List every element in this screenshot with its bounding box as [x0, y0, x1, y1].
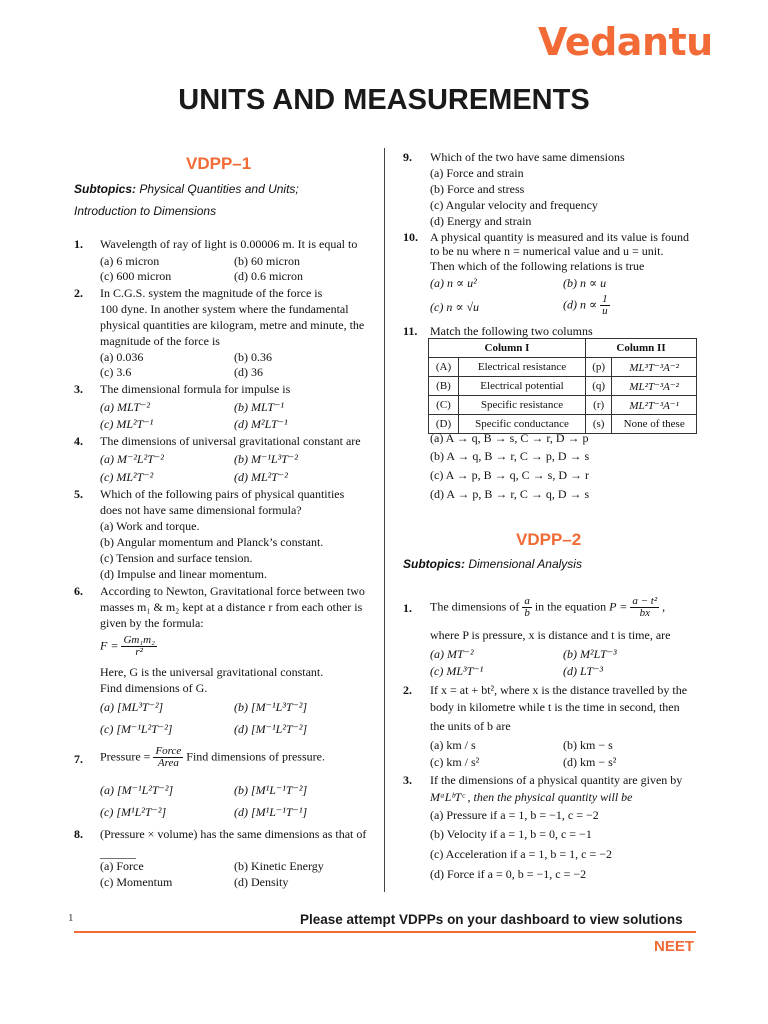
option-d: (d) Force if a = 0, b = −1, c = −2 — [430, 867, 587, 881]
pressure-suffix: Find dimensions of pressure. — [186, 749, 325, 764]
row-value: Specific resistance — [459, 396, 586, 415]
option-a: (a) Force and strain — [430, 166, 524, 180]
subtopic-label: Subtopics: — [74, 182, 136, 196]
option-c: (c) A → p, B → q, C → s, D → r — [430, 468, 589, 482]
option-c: (c) ML³T⁻¹ — [430, 664, 484, 678]
vdpp1-subtopics — [74, 178, 374, 222]
option-b: (b) Force and stress — [430, 182, 525, 196]
column-2-header: Column II — [586, 339, 697, 358]
row-value: Electrical potential — [459, 377, 586, 396]
question-text: does not have same dimensional formula? — [100, 503, 302, 517]
question-text: MᵃLᵇTᶜ , then the physical quantity will be — [430, 790, 633, 804]
option-c: (c) Momentum — [100, 875, 173, 889]
r1-prefix: The dimensions of — [430, 599, 520, 614]
option-d: (d) Density — [234, 875, 289, 889]
row-value-2: ML³T⁻³A⁻² — [612, 358, 697, 377]
option-a: (a) Pressure if a = 1, b = −1, c = −2 — [430, 808, 599, 822]
question-text: The dimensions of universal gravitational constant are — [100, 434, 361, 448]
question-text: If the dimensions of a physical quantity are given by — [430, 773, 683, 787]
fraction-numerator: a — [524, 595, 530, 607]
question-text: Wavelength of ray of light is 0.00006 m. It is equal to — [100, 237, 358, 251]
question-text: magnitude of the force is — [100, 334, 220, 348]
question-text: Which of the two have same dimensions — [430, 150, 625, 164]
question-text: If x = at + bt², where x is the distance travelled by the — [430, 683, 688, 697]
question-number: 8. — [74, 827, 83, 841]
question-number: 3. — [74, 382, 83, 396]
question-text: given by the formula: — [100, 616, 204, 630]
equation-tail: , — [662, 599, 666, 614]
option-a: (a) Force — [100, 859, 144, 873]
fraction-denominator: u — [602, 305, 608, 317]
match-table-header — [429, 339, 697, 358]
option-d: (d) M²LT⁻¹ — [234, 417, 288, 431]
row-value: Electrical resistance — [459, 358, 586, 377]
question-text — [430, 596, 665, 619]
option-d: (d) 36 — [234, 365, 263, 379]
option-d: (d) A → p, B → r, C → q, D → s — [430, 487, 590, 501]
footer-divider — [74, 931, 696, 933]
option-b: (b) 0.36 — [234, 350, 272, 364]
question-text: Then which of the following relations is true — [430, 259, 645, 273]
question-number: 2. — [74, 286, 83, 300]
option-c: (c) [M⁻¹L²T⁻²] — [100, 722, 173, 736]
equation-lhs: P = — [609, 599, 628, 614]
option-c: (c) 600 micron — [100, 269, 172, 283]
option-d: (d) [M¹L⁻¹T⁻¹] — [234, 805, 308, 819]
subtopic-line2: Introduction to Dimensions — [74, 204, 217, 218]
question-text: Find dimensions of G. — [100, 681, 208, 695]
vdpp2-heading: VDPP–2 — [516, 530, 582, 549]
option-b: (b) km − s — [563, 738, 613, 752]
subtopic-line1: Physical Quantities and Units; — [139, 182, 299, 196]
row-value-2: ML²T⁻³A⁻¹ — [612, 396, 697, 415]
option-d: (d) Impulse and linear momentum. — [100, 567, 267, 581]
option-a: (a) km / s — [430, 738, 476, 752]
question-text: body in kilometre while t is the time in second, then — [430, 700, 680, 714]
option-a: (a) 6 micron — [100, 254, 160, 268]
gravitation-formula — [100, 635, 157, 658]
equation-denominator: bx — [639, 607, 650, 619]
formula-lhs: F = — [100, 638, 119, 653]
option-b: (b) [M⁻¹L³T⁻²] — [234, 700, 308, 714]
option-c: (c) 3.6 — [100, 365, 132, 379]
question-text: where P is pressure, x is distance and t is time, are — [430, 628, 671, 642]
option-a: (a) Work and torque. — [100, 519, 200, 533]
fraction-denominator: b — [524, 607, 530, 619]
option-d-prefix: (d) n ∝ — [563, 297, 598, 312]
option-a: (a) [ML³T⁻²] — [100, 700, 164, 714]
option-a: (a) A → q, B → s, C → r, D → p — [430, 431, 589, 445]
fraction-numerator: 1 — [602, 293, 608, 305]
formula-fraction — [121, 635, 156, 658]
question-text: 100 dyne. In another system where the fundamental — [100, 302, 349, 316]
question-text: According to Newton, Gravitational force between two — [100, 584, 365, 598]
question-text — [100, 746, 325, 769]
option-d: (d) [M⁻¹L²T⁻²] — [234, 722, 308, 736]
vedantu-logo: Vedantu — [538, 20, 713, 64]
option-b: (b) MLT⁻¹ — [234, 400, 285, 414]
option-b: (b) A → q, B → r, C → p, D → s — [430, 449, 590, 463]
r1-fraction — [522, 596, 532, 619]
row-key: (D) — [429, 415, 459, 434]
question-text: masses m₁ & m₂ kept at a distance r from each other is — [100, 600, 363, 614]
question-text: (Pressure × volume) has the same dimensions as that of — [100, 827, 367, 841]
option-a: (a) n ∝ u² — [430, 276, 477, 290]
option-d: (d) km − s² — [563, 755, 617, 769]
option-c: (c) km / s² — [430, 755, 480, 769]
question-number: 5. — [74, 487, 83, 501]
option-d: (d) Energy and strain — [430, 214, 532, 228]
option-a: (a) MLT⁻² — [100, 400, 151, 414]
formula-denominator: r² — [135, 646, 143, 658]
question-text: Match the following two columns — [430, 324, 593, 338]
row-key: (C) — [429, 396, 459, 415]
option-a: (a) M⁻²L²T⁻² — [100, 452, 164, 466]
option-b: (b) [M¹L⁻¹T⁻²] — [234, 783, 308, 797]
vdpp1-heading: VDPP–1 — [186, 154, 252, 173]
option-c: (c) Angular velocity and frequency — [430, 198, 598, 212]
option-a: (a) [M⁻¹L²T⁻²] — [100, 783, 174, 797]
question-number: 1. — [74, 237, 83, 251]
table-row — [429, 377, 697, 396]
row-key-2: (r) — [586, 396, 612, 415]
question-text: Which of the following pairs of physical quantities — [100, 487, 345, 501]
equation-fraction — [630, 596, 659, 619]
option-b: (b) Velocity if a = 1, b = 0, c = −1 — [430, 827, 592, 841]
option-c: (c) n ∝ √u — [430, 300, 480, 314]
option-b: (b) M⁻¹L³T⁻² — [234, 452, 298, 466]
option-b: (b) n ∝ u — [563, 276, 607, 290]
footer-note: Please attempt VDPPs on your dashboard to view solutions — [300, 912, 683, 927]
question-text: A physical quantity is measured and its value is found — [430, 230, 689, 244]
table-row — [429, 358, 697, 377]
option-d: (d) ML²T⁻² — [234, 470, 288, 484]
question-number: 3. — [403, 773, 412, 787]
row-key-2: (s) — [586, 415, 612, 434]
row-key: (B) — [429, 377, 459, 396]
option-d: (d) 0.6 micron — [234, 269, 303, 283]
row-value: Specific conductance — [459, 415, 586, 434]
column-1-header: Column I — [429, 339, 586, 358]
subtopic-line1: Dimensional Analysis — [468, 557, 582, 571]
vdpp2-subtopics — [403, 553, 703, 575]
column-divider — [384, 148, 385, 892]
question-text: In C.G.S. system the magnitude of the force is — [100, 286, 323, 300]
option-c: (c) ML²T⁻¹ — [100, 417, 154, 431]
row-key-2: (p) — [586, 358, 612, 377]
option-b: (b) M²LT⁻³ — [563, 647, 617, 661]
question-number: 4. — [74, 434, 83, 448]
option-a: (a) MT⁻² — [430, 647, 474, 661]
question-number: 6. — [74, 584, 83, 598]
fraction-numerator: Force — [155, 745, 182, 757]
option-b: (b) Kinetic Energy — [234, 859, 324, 873]
row-value-2: None of these — [612, 415, 697, 434]
row-key-2: (q) — [586, 377, 612, 396]
subtopic-label: Subtopics: — [403, 557, 465, 571]
pressure-prefix: Pressure = — [100, 749, 151, 764]
exam-tag: NEET — [654, 938, 695, 955]
question-number: 9. — [403, 150, 412, 164]
page-title: UNITS AND MEASUREMENTS — [178, 84, 590, 116]
option-c: (c) [M¹L²T⁻²] — [100, 805, 167, 819]
question-number: 7. — [74, 752, 83, 766]
option-d-fraction — [600, 294, 610, 317]
question-text: the units of b are — [430, 719, 511, 733]
question-number: 1. — [403, 601, 412, 615]
question-number: 11. — [403, 324, 418, 338]
option-c: (c) Tension and surface tension. — [100, 551, 253, 565]
question-text: physical quantities are kilogram, metre and minute, the — [100, 318, 365, 332]
question-text: The dimensional formula for impulse is — [100, 382, 291, 396]
option-d: (d) LT⁻³ — [563, 664, 604, 678]
option-d — [563, 294, 610, 317]
row-key: (A) — [429, 358, 459, 377]
question-number: 2. — [403, 683, 412, 697]
r1-middle: in the equation — [534, 599, 607, 614]
option-c: (c) ML²T⁻² — [100, 470, 154, 484]
answer-blank: ______ — [100, 846, 136, 860]
option-c: (c) Acceleration if a = 1, b = 1, c = −2 — [430, 847, 613, 861]
match-table — [428, 338, 697, 434]
fraction-denominator: Area — [157, 757, 179, 769]
row-value-2: ML²T⁻³A⁻² — [612, 377, 697, 396]
pressure-fraction — [153, 746, 183, 769]
formula-numerator: Gm₁m₂ — [123, 634, 155, 646]
question-text: to be nu where n = numerical value and u = unit. — [430, 244, 664, 258]
page-number: 1 — [68, 912, 74, 924]
question-text: Here, G is the universal gravitational constant. — [100, 665, 324, 679]
equation-numerator: a − t² — [632, 595, 658, 607]
table-row — [429, 396, 697, 415]
option-b: (b) Angular momentum and Planck’s constant. — [100, 535, 324, 549]
question-number: 10. — [403, 230, 418, 244]
option-b: (b) 60 micron — [234, 254, 300, 268]
option-a: (a) 0.036 — [100, 350, 144, 364]
